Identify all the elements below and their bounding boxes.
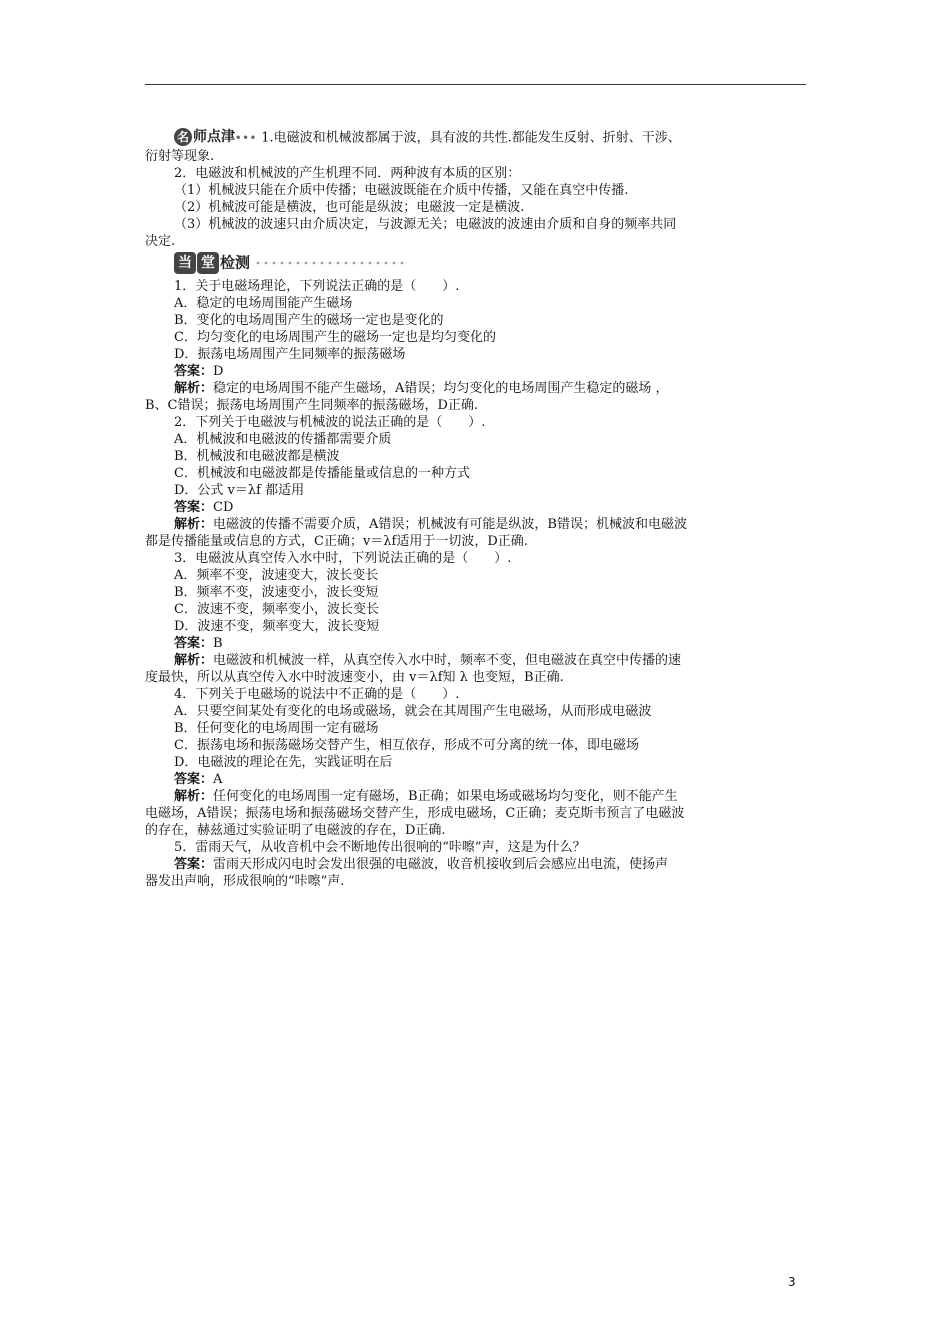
question-option: D．波速不变，频率变大，波长变短 (174, 619, 380, 634)
section-heading (174, 252, 807, 276)
analysis-line: 解析：电磁波和机械波一样，从真空传入水中时，频率不变，但电磁波在真空中传播的速 (174, 653, 682, 668)
question-stem: 1．关于电磁场理论，下列说法正确的是（ ）. (174, 279, 460, 294)
question-stem: 4．下列关于电磁场的说法中不正确的是（ ）. (174, 687, 460, 702)
question-option: B．任何变化的电场周围一定有磁场 (174, 721, 379, 736)
tip-paragraph-1: 名 师点津••• 1.电磁波和机械波都属于波，具有波的共性.都能发生反射、折射、干涉、 (174, 128, 807, 148)
page-content (145, 128, 807, 890)
tip-paragraph-5-cont: 决定. (145, 234, 176, 249)
question-option: B．变化的电场周围产生的磁场一定也是变化的 (174, 313, 444, 328)
section-heading-label: 检测 (220, 253, 251, 272)
analysis-line-cont: 度最快，所以从真空传入水中时波速变小，由 v＝λf知 λ 也变短，B正确. (145, 670, 564, 685)
tip-paragraph-3: （1）机械波只能在介质中传播；电磁波既能在介质中传播，又能在真空中传播. (174, 183, 629, 198)
answer-line: 答案：B (174, 636, 223, 651)
tip-badge: 名 师点津••• (174, 128, 257, 148)
question-option: A．只要空间某处有变化的电场或磁场，就会在其周围产生电磁场，从而形成电磁波 (174, 704, 652, 719)
section-heading-icon-2: 堂 (197, 252, 219, 274)
tip-paragraph-4: （2）机械波可能是横波，也可能是纵波；电磁波一定是横波. (174, 200, 525, 215)
header-rule (145, 84, 806, 85)
question-option: A．频率不变，波速变大，波长变长 (174, 568, 379, 583)
tip-paragraph-5: （3）机械波的波速只由介质决定，与波源无关；电磁波的波速由介质和自身的频率共同 (174, 217, 677, 232)
analysis-line-cont: 的存在，赫兹通过实验证明了电磁波的存在，D正确. (145, 823, 446, 838)
analysis-line-cont: 电磁场，A错误；振荡电场和振荡磁场交替产生，形成电磁场，C正确；麦克斯韦预言了电磁波 (145, 806, 685, 821)
question-option: B．机械波和电磁波都是横波 (174, 449, 340, 464)
answer-line: 答案：CD (174, 500, 234, 515)
tip-badge-icon: 名 (174, 128, 192, 146)
question-option: C．机械波和电磁波都是传播能量或信息的一种方式 (174, 466, 470, 481)
analysis-line: 解析：稳定的电场周围不能产生磁场，A错误；均匀变化的电场周围产生稳定的磁场 ， (174, 381, 669, 396)
question-option: C．波速不变，频率变小，波长变长 (174, 602, 379, 617)
section-heading-icon: 当 (174, 252, 196, 274)
question-option: A．机械波和电磁波的传播都需要介质 (174, 432, 392, 447)
question-option: A．稳定的电场周围能产生磁场 (174, 296, 353, 311)
answer-line: 答案：D (174, 364, 224, 379)
question-option: D．振荡电场周围产生同频率的振荡磁场 (174, 347, 406, 362)
question-option: D．电磁波的理论在先，实践证明在后 (174, 755, 393, 770)
analysis-line: 解析：任何变化的电场周围一定有磁场，B正确；如果电场或磁场均匀变化，则不能产生 (174, 789, 678, 804)
answer-line-cont: 器发出声响，形成很响的“咔嚓”声. (145, 874, 345, 889)
analysis-line-cont: 都是传播能量或信息的方式，C正确；v＝λf适用于一切波，D正确. (145, 534, 528, 549)
page-number: 3 (788, 1275, 796, 1289)
question-stem: 5．雷雨天气，从收音机中会不断地传出很响的“咔嚓”声，这是为什么？ (174, 840, 586, 855)
dotted-divider (254, 259, 404, 267)
analysis-line-cont: B、C错误；振荡电场周围产生同频率的振荡磁场，D正确. (145, 398, 479, 413)
question-stem: 2．下列关于电磁波与机械波的说法正确的是（ ）. (174, 415, 486, 430)
question-option: B．频率不变，波速变小，波长变短 (174, 585, 379, 600)
answer-line: 答案：雷雨天形成闪电时会发出很强的电磁波，收音机接收到后会感应出电流，使扬声 (174, 857, 669, 872)
question-option: D．公式 v＝λf 都适用 (174, 483, 305, 498)
tip-paragraph-1-cont: 衍射等现象. (145, 149, 215, 164)
answer-line: 答案：A (174, 772, 223, 787)
tip-paragraph-2: 2．电磁波和机械波的产生机理不同．两种波有本质的区别： (174, 166, 521, 181)
question-stem: 3．电磁波从真空传入水中时，下列说法正确的是（ ）. (174, 551, 512, 566)
question-option: C．振荡电场和振荡磁场交替产生，相互依存，形成不可分离的统一体，即电磁场 (174, 738, 639, 753)
question-option: C．均匀变化的电场周围产生的磁场一定也是均匀变化的 (174, 330, 496, 345)
analysis-line: 解析：电磁波的传播不需要介质，A错误；机械波有可能是纵波，B错误；机械波和电磁波 (174, 517, 687, 532)
